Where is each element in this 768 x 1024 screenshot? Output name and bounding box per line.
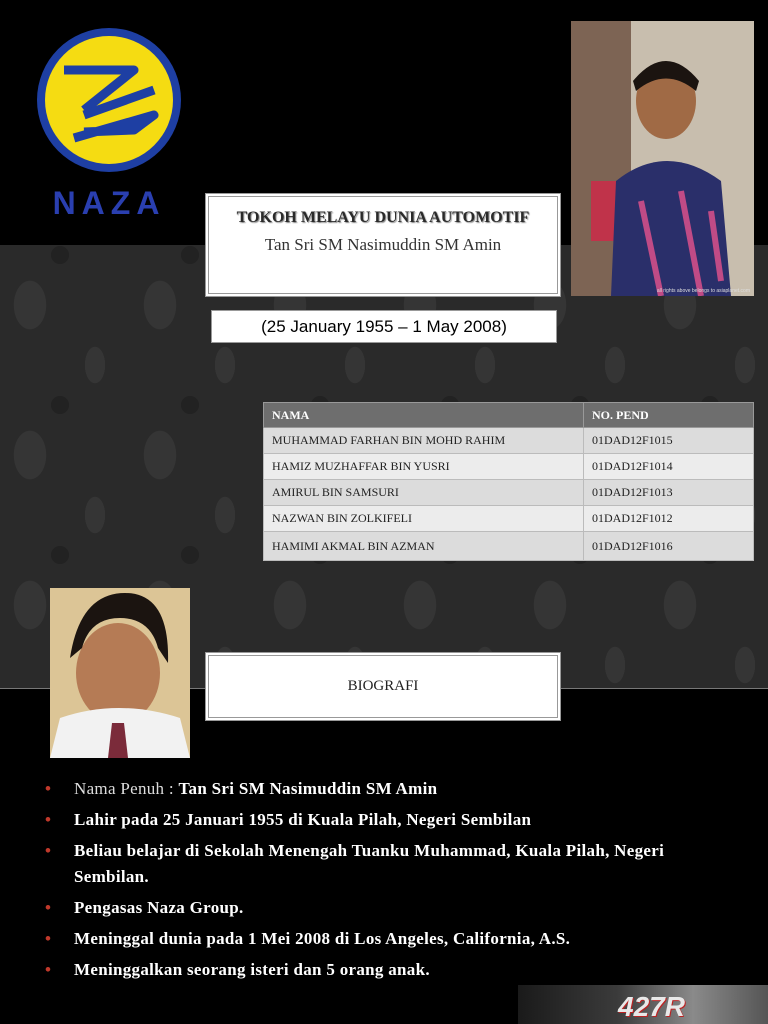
cell-name: HAMIMI AKMAL BIN AZMAN — [264, 532, 584, 561]
header-nama: NAMA — [264, 403, 584, 428]
list-item: • Lahir pada 25 Januari 1955 di Kuala Pilah, Negeri Sembilan — [45, 807, 725, 833]
title-name: Tan Sri SM Nasimuddin SM Amin — [264, 235, 502, 254]
portrait-photo-top — [571, 21, 754, 296]
cell-id: 01DAD12F1014 — [584, 454, 754, 480]
logo-text: NAZA — [52, 185, 166, 220]
cell-name: AMIRUL BIN SAMSURI — [264, 480, 584, 506]
table-header-row — [264, 403, 754, 428]
photo-credit: all rights above belongs to asiaplanet.com — [656, 288, 750, 294]
members-table — [263, 402, 754, 561]
naza-logo — [14, 20, 204, 220]
biografi-heading-box: BIOGRAFI — [208, 655, 558, 718]
car-badge: 427R — [618, 991, 685, 1022]
table-row — [264, 480, 754, 506]
list-item: • Beliau belajar di Sekolah Menengah Tuanku Muhammad, Kuala Pilah, Negeri Sembilan. — [45, 838, 694, 890]
table-row — [264, 506, 754, 532]
car-image — [518, 985, 768, 1024]
title-box — [208, 196, 558, 294]
biography-list — [45, 776, 725, 988]
dates-box: (25 January 1955 – 1 May 2008) — [211, 310, 557, 343]
table-row — [264, 454, 754, 480]
cell-name: HAMIZ MUZHAFFAR BIN YUSRI — [264, 454, 584, 480]
cell-id: 01DAD12F1013 — [584, 480, 754, 506]
table-row — [264, 532, 754, 561]
full-name-label: Nama Penuh : — [74, 779, 179, 798]
full-name-value: Tan Sri SM Nasimuddin SM Amin — [178, 779, 438, 798]
cell-id: 01DAD12F1015 — [584, 428, 754, 454]
cell-id: 01DAD12F1016 — [584, 532, 754, 561]
list-item — [45, 776, 725, 802]
list-item: • Meninggalkan seorang isteri dan 5 orang anak. — [45, 957, 725, 983]
cell-id: 01DAD12F1012 — [584, 506, 754, 532]
list-item: • Pengasas Naza Group. — [45, 895, 725, 921]
cell-name: MUHAMMAD FARHAN BIN MOHD RAHIM — [264, 428, 584, 454]
portrait-photo-small — [50, 588, 190, 758]
header-no-pend: NO. PEND — [584, 403, 754, 428]
cell-name: NAZWAN BIN ZOLKIFELI — [264, 506, 584, 532]
table-row — [264, 428, 754, 454]
list-item: • Meninggal dunia pada 1 Mei 2008 di Los Angeles, California, A.S. — [45, 926, 725, 952]
title-heading: TOKOH MELAYU DUNIA AUTOMOTIF — [236, 209, 530, 226]
